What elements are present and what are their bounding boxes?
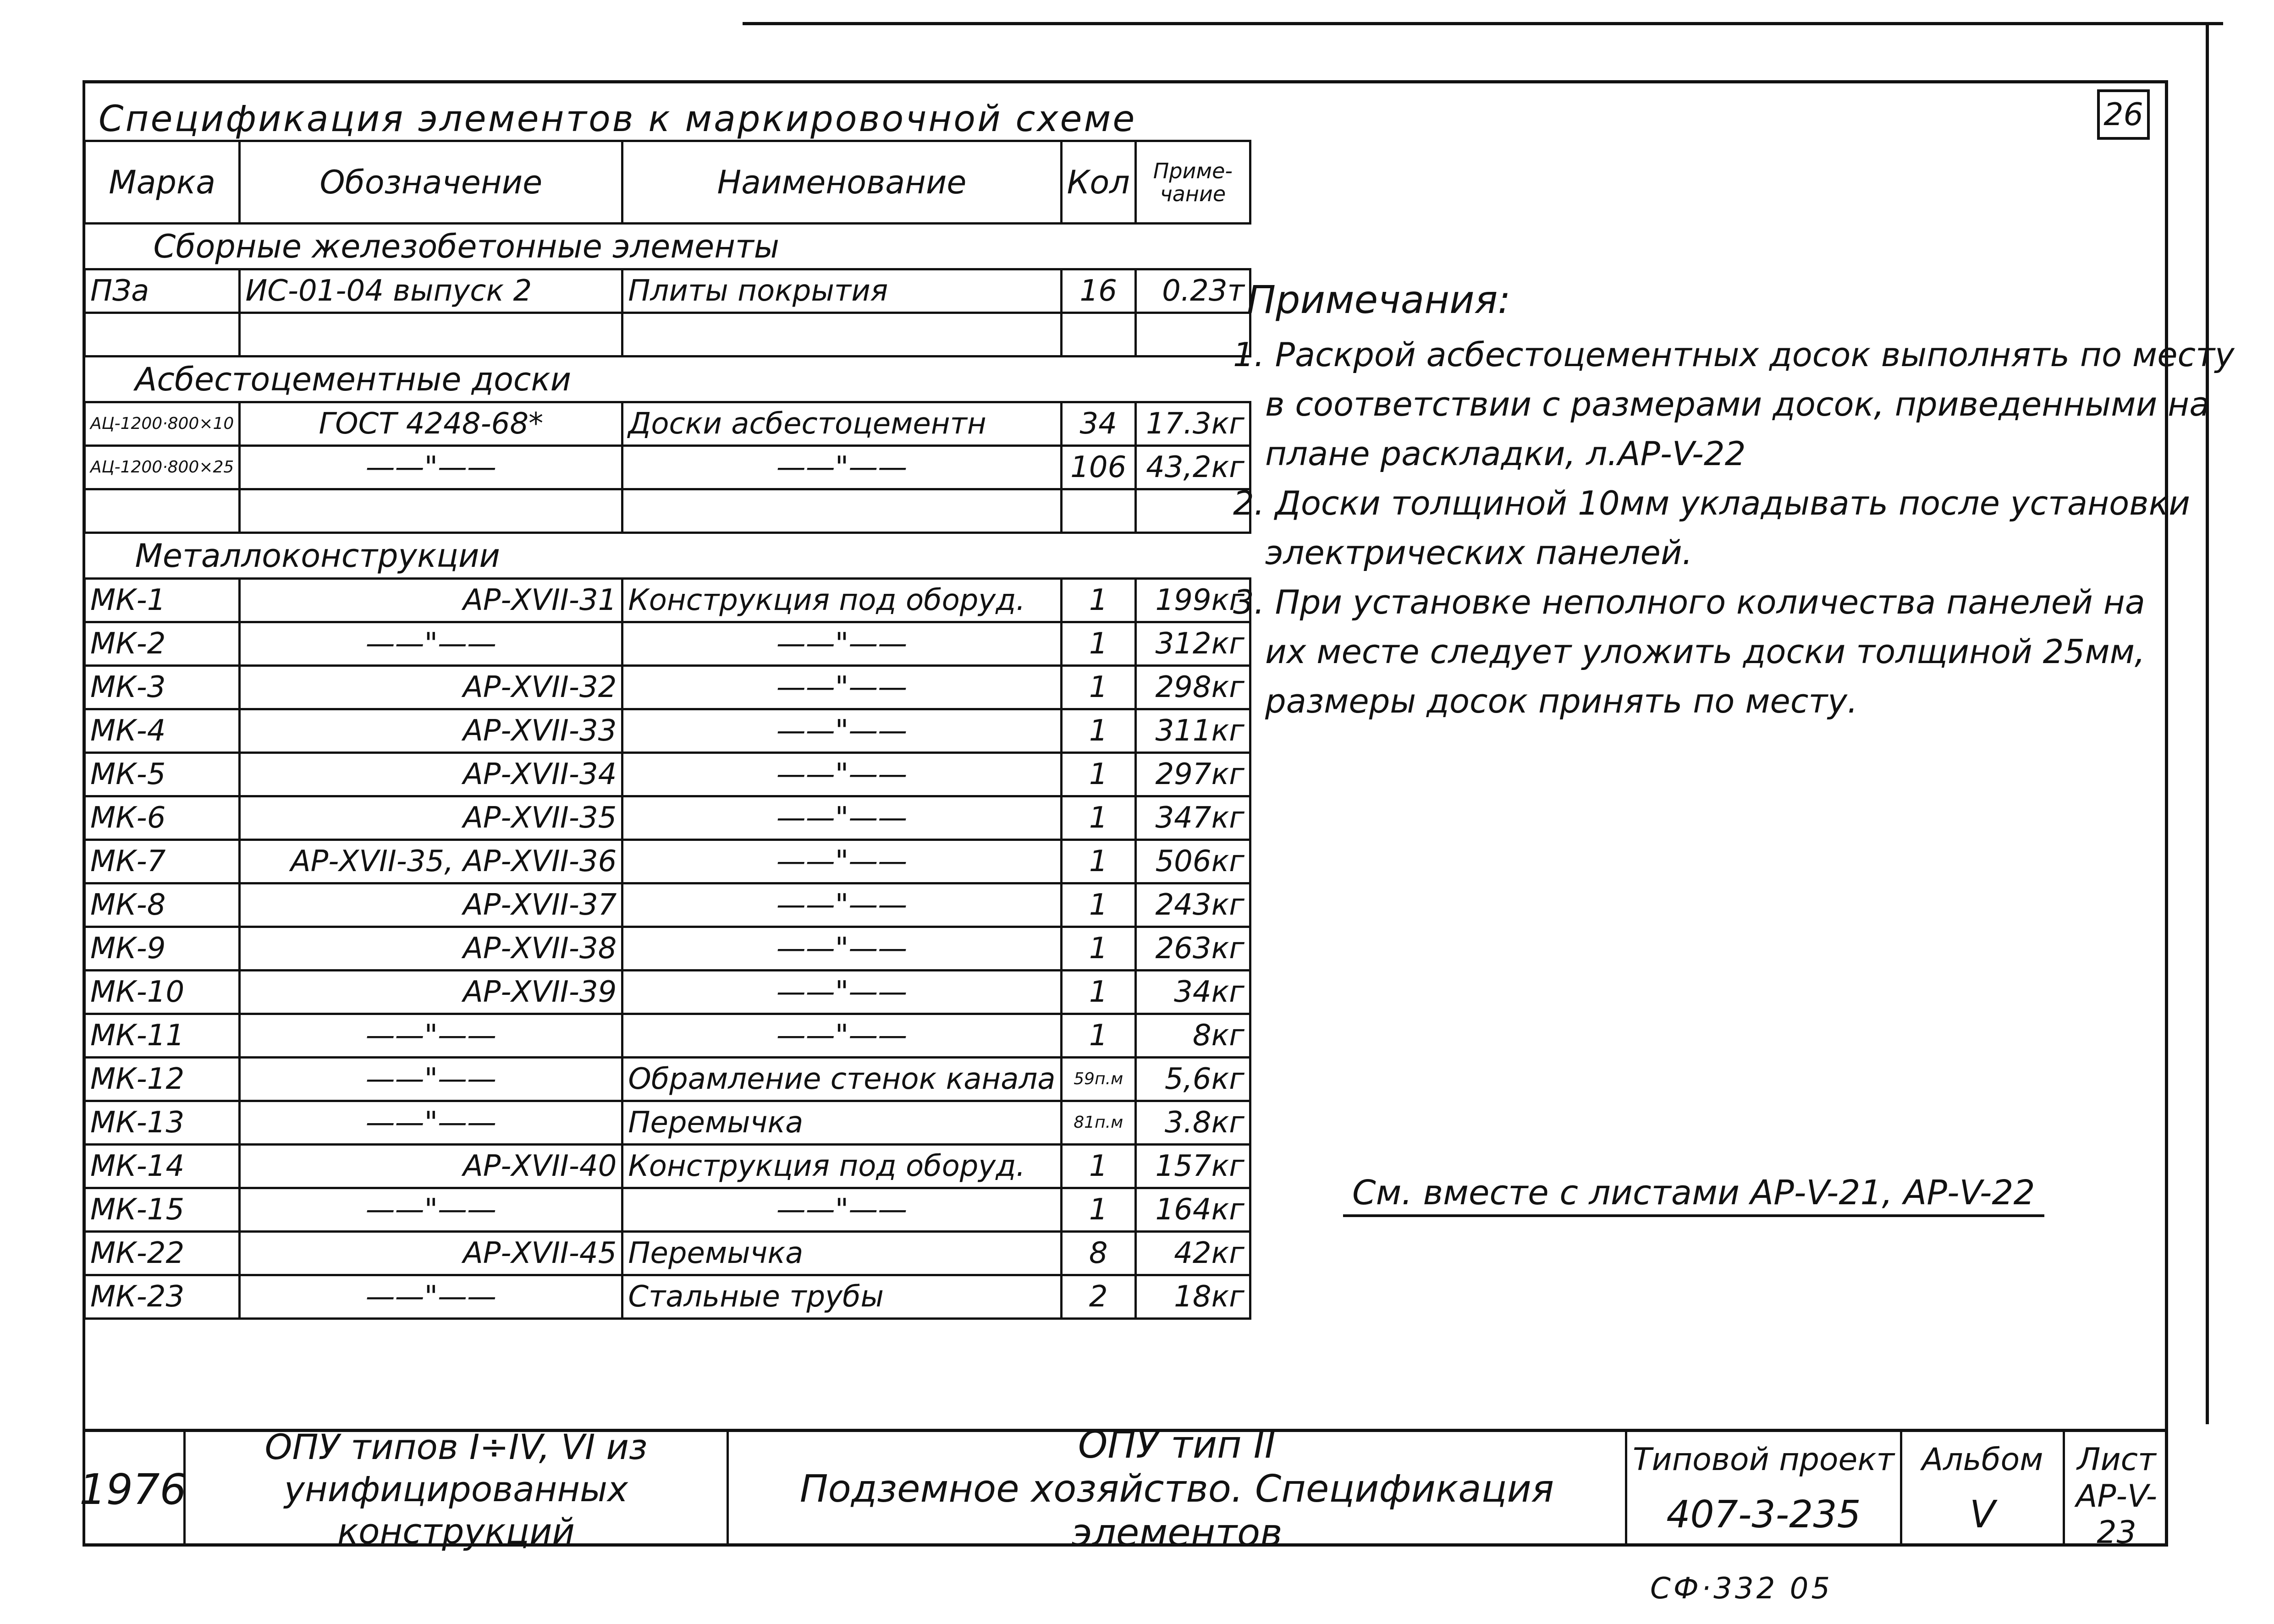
cell-qty: 1	[1061, 1188, 1135, 1232]
cell-mark: МК-9	[85, 927, 240, 971]
cell-mark: МК-10	[85, 971, 240, 1014]
cell-note: 298кг	[1135, 666, 1250, 709]
cell-qty: 59п.м	[1061, 1058, 1135, 1101]
cell-note: 164кг	[1135, 1188, 1250, 1232]
cell-mark: МК-1	[85, 579, 240, 622]
cell-name: Доски асбестоцементн	[622, 402, 1061, 446]
table-row	[85, 1275, 1250, 1319]
note-line: 1. Раскрой асбестоцементных досок выполнять по месту	[1233, 335, 2235, 374]
note-line: их месте следует уложить доски толщиной 25мм,	[1265, 632, 2145, 671]
cell-note: 243кг	[1135, 883, 1250, 927]
cell-qty: 1	[1061, 1014, 1135, 1058]
table-row	[85, 489, 1250, 533]
header-designation: Обозначение	[240, 141, 622, 224]
cell-name: ——"——	[622, 622, 1061, 666]
cell-name: Плиты покрытия	[622, 269, 1061, 313]
cell-note: 157кг	[1135, 1145, 1250, 1188]
cell-designation: АР-XVII-31	[240, 579, 622, 622]
sheet-title-line-2: Подземное хозяйство. Спецификация элементов	[799, 1467, 1554, 1555]
notes-title: Примечания:	[1247, 277, 1511, 322]
table-row	[85, 927, 1250, 971]
object-line-2: унифицированных конструкций	[284, 1469, 628, 1552]
cell-note: 5,6кг	[1135, 1058, 1250, 1101]
cell-designation: ——"——	[240, 1058, 622, 1101]
note-line: размеры досок принять по месту.	[1265, 682, 1858, 720]
cell-designation	[240, 489, 622, 533]
note-line: плане раскладки, л.АР-V-22	[1265, 434, 1746, 473]
cell-note: 311кг	[1135, 709, 1250, 753]
cell-name: ——"——	[622, 753, 1061, 796]
title-block	[79, 1423, 2168, 1555]
header-qty: Кол	[1061, 141, 1135, 224]
note-line: 3. При установке неполного количества панелей на	[1233, 583, 2145, 621]
cell-qty: 8	[1061, 1232, 1135, 1275]
title-block-sheet-title	[729, 1423, 1627, 1555]
cell-note: 34кг	[1135, 971, 1250, 1014]
table-row	[85, 753, 1250, 796]
table-row	[85, 1101, 1250, 1145]
table-row	[85, 579, 1250, 622]
album-value: V	[1969, 1492, 1996, 1536]
project-value: 407-3-235	[1666, 1492, 1861, 1536]
cell-designation: АР-XVII-40	[240, 1145, 622, 1188]
sheet-value: АР-V-23	[2076, 1478, 2158, 1551]
table-row	[85, 622, 1250, 666]
cell-qty: 81п.м	[1061, 1101, 1135, 1145]
table-row	[85, 402, 1250, 446]
cell-designation: ——"——	[240, 1014, 622, 1058]
note-line: электрических панелей.	[1265, 533, 1693, 572]
cell-name: ——"——	[622, 971, 1061, 1014]
cell-designation: АР-XVII-35	[240, 796, 622, 840]
cell-designation: ——"——	[240, 446, 622, 489]
spec-title: Спецификация элементов к маркировочной схеме	[99, 99, 1137, 140]
cell-mark: АЦ-1200·800×25	[85, 446, 240, 489]
section-row-precast	[85, 224, 1250, 269]
cell-name: ——"——	[622, 927, 1061, 971]
table-row	[85, 883, 1250, 927]
cell-qty: 1	[1061, 579, 1135, 622]
cell-qty: 1	[1061, 840, 1135, 883]
cell-mark: МК-4	[85, 709, 240, 753]
cell-mark: МК-5	[85, 753, 240, 796]
notes-block	[1233, 275, 2235, 726]
table-row	[85, 1058, 1250, 1101]
cell-qty	[1061, 489, 1135, 533]
cell-mark: МК-12	[85, 1058, 240, 1101]
cell-qty: 1	[1061, 883, 1135, 927]
cell-qty: 106	[1061, 446, 1135, 489]
object-line-1: ОПУ типов I÷IV, VI из	[264, 1426, 648, 1467]
cell-name: ——"——	[622, 796, 1061, 840]
cell-designation: ——"——	[240, 622, 622, 666]
cell-qty: 34	[1061, 402, 1135, 446]
cell-note: 42кг	[1135, 1232, 1250, 1275]
cell-mark: МК-3	[85, 666, 240, 709]
cell-note: 17.3кг	[1135, 402, 1250, 446]
cell-note: 263кг	[1135, 927, 1250, 971]
spec-table	[83, 140, 1251, 1320]
cell-designation: ——"——	[240, 1275, 622, 1319]
title-block-year	[79, 1432, 187, 1547]
table-row	[85, 840, 1250, 883]
cell-qty: 1	[1061, 927, 1135, 971]
cell-name: ——"——	[622, 709, 1061, 753]
see-also-reference: См. вместе с листами АР-V-21, АР-V-22	[1343, 1173, 2044, 1217]
cell-name	[622, 489, 1061, 533]
cell-name: Перемычка	[622, 1232, 1061, 1275]
cell-mark: МК-11	[85, 1014, 240, 1058]
cell-designation: АР-XVII-37	[240, 883, 622, 927]
cell-qty: 1	[1061, 753, 1135, 796]
cell-qty: 1	[1061, 622, 1135, 666]
title-block-project	[1627, 1432, 1902, 1547]
cell-note: 312кг	[1135, 622, 1250, 666]
table-row	[85, 1145, 1250, 1188]
header-mark: Марка	[85, 141, 240, 224]
cell-designation: ——"——	[240, 1188, 622, 1232]
album-label: Альбом	[1922, 1441, 2043, 1478]
cell-note: 347кг	[1135, 796, 1250, 840]
cell-note: 3.8кг	[1135, 1101, 1250, 1145]
table-row	[85, 971, 1250, 1014]
header-name: Наименование	[622, 141, 1061, 224]
cell-designation: АР-XVII-45	[240, 1232, 622, 1275]
section-label: Асбестоцементные доски	[85, 357, 1250, 402]
cell-mark: МК-8	[85, 883, 240, 927]
sheet-number-box: 26	[2097, 89, 2150, 140]
table-row	[85, 1232, 1250, 1275]
archive-stamp: СФ·332 05	[1650, 1572, 1833, 1606]
cell-name: ——"——	[622, 1188, 1061, 1232]
cell-designation: АР-XVII-35, АР-XVII-36	[240, 840, 622, 883]
title-block-sheet	[2065, 1432, 2168, 1551]
cell-note: 18кг	[1135, 1275, 1250, 1319]
table-row	[85, 666, 1250, 709]
metal-rows	[85, 579, 1250, 1319]
table-row	[85, 709, 1250, 753]
cell-designation: ——"——	[240, 1101, 622, 1145]
cell-mark: АЦ-1200·800×10	[85, 402, 240, 446]
header-note: Приме-чание	[1135, 141, 1250, 224]
cell-designation	[240, 313, 622, 357]
cell-qty: 16	[1061, 269, 1135, 313]
table-row	[85, 796, 1250, 840]
cell-qty: 1	[1061, 971, 1135, 1014]
cell-mark: ПЗа	[85, 269, 240, 313]
cell-qty	[1061, 313, 1135, 357]
cell-designation: АР-XVII-32	[240, 666, 622, 709]
cell-name: ——"——	[622, 840, 1061, 883]
cell-mark: МК-23	[85, 1275, 240, 1319]
section-label: Сборные железобетонные элементы	[85, 224, 1250, 269]
cell-designation: АР-XVII-34	[240, 753, 622, 796]
cell-mark: МК-14	[85, 1145, 240, 1188]
cell-designation: ИС-01-04 выпуск 2	[240, 269, 622, 313]
cell-name	[622, 313, 1061, 357]
cell-qty: 1	[1061, 666, 1135, 709]
cell-mark: МК-15	[85, 1188, 240, 1232]
cell-note: 506кг	[1135, 840, 1250, 883]
table-row	[85, 446, 1250, 489]
cell-mark: МК-13	[85, 1101, 240, 1145]
cell-name: ——"——	[622, 1014, 1061, 1058]
cell-designation: ГОСТ 4248-68*	[240, 402, 622, 446]
cell-qty: 1	[1061, 1145, 1135, 1188]
cell-mark: МК-7	[85, 840, 240, 883]
sheet-title-line-1: ОПУ тип II	[1078, 1423, 1276, 1467]
cell-mark: МК-2	[85, 622, 240, 666]
year-text: 1976	[79, 1465, 187, 1514]
cell-designation: АР-XVII-39	[240, 971, 622, 1014]
cell-mark: МК-22	[85, 1232, 240, 1275]
cell-name: ——"——	[622, 883, 1061, 927]
note-line: в соответствии с размерами досок, приведенными на	[1265, 385, 2210, 423]
cell-qty: 1	[1061, 796, 1135, 840]
section-row-metal	[85, 533, 1250, 579]
section-label: Металлоконструкции	[85, 533, 1250, 579]
cell-name: Обрамление стенок канала	[622, 1058, 1061, 1101]
cell-name: Перемычка	[622, 1101, 1061, 1145]
cell-name: Стальные трубы	[622, 1275, 1061, 1319]
cell-note: 0.23т	[1135, 269, 1250, 313]
title-block-album	[1902, 1432, 2065, 1547]
cell-name: ——"——	[622, 666, 1061, 709]
note-line: 2. Доски толщиной 10мм укладывать после установки	[1233, 484, 2190, 522]
cell-name: Конструкция под оборуд.	[622, 579, 1061, 622]
title-block-object	[186, 1426, 729, 1552]
cell-note: 199кг	[1135, 579, 1250, 622]
cell-name: ——"——	[622, 446, 1061, 489]
sheet-label: Лист	[2077, 1441, 2156, 1478]
cell-mark	[85, 489, 240, 533]
cell-designation: АР-XVII-33	[240, 709, 622, 753]
table-row	[85, 313, 1250, 357]
cell-qty: 2	[1061, 1275, 1135, 1319]
cell-note: 43,2кг	[1135, 446, 1250, 489]
cell-qty: 1	[1061, 709, 1135, 753]
cell-note: 297кг	[1135, 753, 1250, 796]
cell-mark: МК-6	[85, 796, 240, 840]
project-label: Типовой проект	[1632, 1441, 1895, 1478]
cell-note: 8кг	[1135, 1014, 1250, 1058]
section-row-asbestos	[85, 357, 1250, 402]
cell-designation: АР-XVII-38	[240, 927, 622, 971]
cell-name: Конструкция под оборуд.	[622, 1145, 1061, 1188]
cell-mark	[85, 313, 240, 357]
table-row	[85, 1188, 1250, 1232]
table-row	[85, 269, 1250, 313]
table-header-row	[85, 141, 1250, 224]
top-border-line	[743, 22, 2223, 25]
table-row	[85, 1014, 1250, 1058]
